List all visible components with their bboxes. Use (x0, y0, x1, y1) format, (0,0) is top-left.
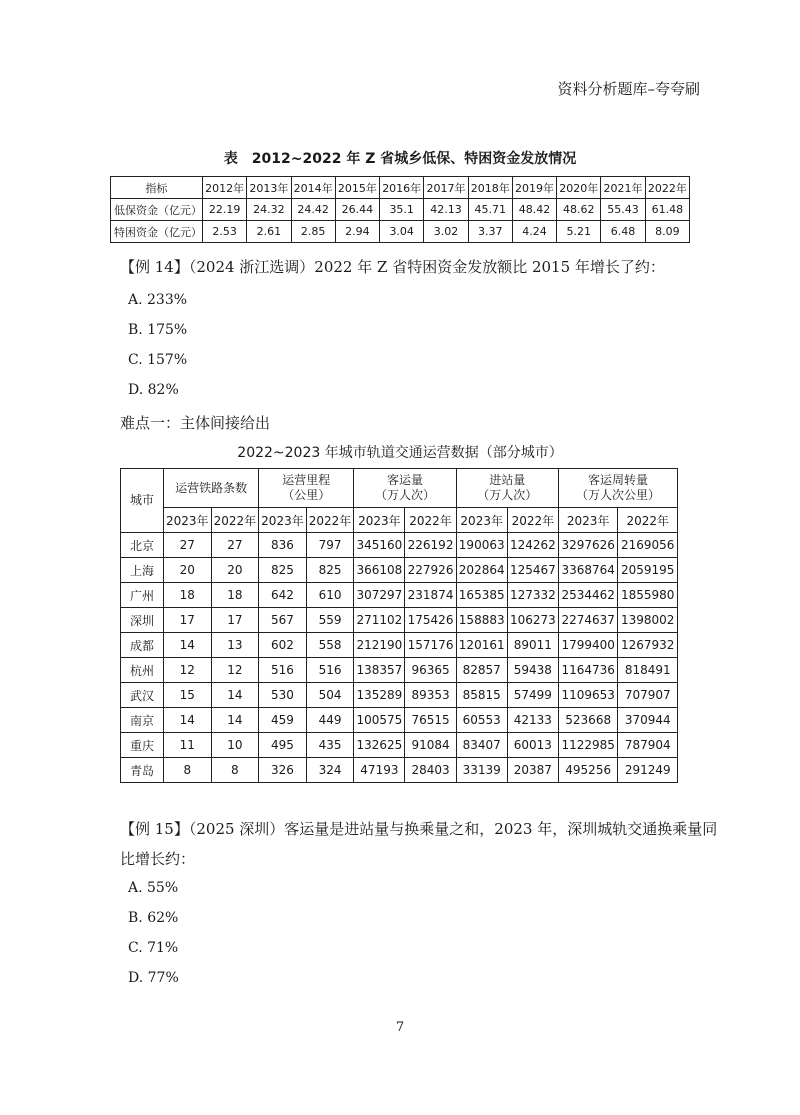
table2-cell: 202864 (456, 558, 507, 583)
table1-year-header: 2014年 (291, 177, 335, 199)
table2-cell: 449 (306, 708, 354, 733)
table1-cell: 2.94 (335, 221, 379, 243)
table2-cell: 523668 (558, 708, 618, 733)
table1-cell: 61.48 (645, 199, 689, 221)
table2-cell: 516 (306, 658, 354, 683)
table2-cell: 1398002 (618, 608, 678, 633)
table2-year-header: 2023年 (259, 508, 307, 533)
table2-cell: 345160 (354, 533, 405, 558)
q15-option-b: B. 62% (128, 910, 179, 926)
page-header: 资料分析题库–夸夸刷 (557, 80, 700, 98)
question-15-line1: 【例 15】（2025 深圳）客运量是进站量与换乘量之和，2023 年，深圳城轨交通换乘量同 (120, 820, 718, 838)
table2-cell: 27 (211, 533, 259, 558)
table2-cell: 100575 (354, 708, 405, 733)
table1-cell: 3.37 (468, 221, 512, 243)
table2-cell: 33139 (456, 758, 507, 783)
table2-cell: 175426 (405, 608, 456, 633)
table1-year-header: 2019年 (512, 177, 556, 199)
table2-cell: 60013 (507, 733, 558, 758)
table2-cell: 15 (164, 683, 212, 708)
table2-cell: 504 (306, 683, 354, 708)
table2-cell: 2059195 (618, 558, 678, 583)
table2-group-label: 运营里程 (282, 473, 331, 487)
table2-city: 成都 (121, 633, 164, 658)
table1-year-header: 2018年 (468, 177, 512, 199)
table2-row (121, 658, 678, 683)
table2-cell: 14 (164, 633, 212, 658)
table2-cell: 602 (259, 633, 307, 658)
table2-cell: 1799400 (558, 633, 618, 658)
table2-cell: 14 (164, 708, 212, 733)
table1-row (111, 199, 690, 221)
table1-cell: 2.61 (247, 221, 291, 243)
table2-cell: 366108 (354, 558, 405, 583)
table2-cell: 42133 (507, 708, 558, 733)
table2-group-label: 客运周转量 (587, 473, 648, 487)
table2-cell: 324 (306, 758, 354, 783)
table2-year-header: 2022年 (618, 508, 678, 533)
table2-cell: 642 (259, 583, 307, 608)
table2-cell: 59438 (507, 658, 558, 683)
table2-cell: 138357 (354, 658, 405, 683)
table2-year-header: 2022年 (306, 508, 354, 533)
table1-title: 表 2012~2022 年 Z 省城乡低保、特困资金发放情况 (223, 151, 577, 167)
table1-year-header: 2013年 (247, 177, 291, 199)
table2-city: 广州 (121, 583, 164, 608)
table2-cell: 91084 (405, 733, 456, 758)
table2-year-header: 2023年 (558, 508, 618, 533)
table2-cell: 20387 (507, 758, 558, 783)
table1-row-label: 低保资金（亿元） (111, 199, 203, 221)
table2-cell: 818491 (618, 658, 678, 683)
table2-cell: 17 (211, 608, 259, 633)
table1-cell: 55.43 (601, 199, 645, 221)
table2-cell: 495 (259, 733, 307, 758)
table1-cell: 24.42 (291, 199, 335, 221)
table2-row (121, 608, 678, 633)
table2-cell: 12 (211, 658, 259, 683)
table2-cell: 125467 (507, 558, 558, 583)
table2-city: 深圳 (121, 608, 164, 633)
table2-cell: 132625 (354, 733, 405, 758)
table2-cell: 135289 (354, 683, 405, 708)
table2-cell: 459 (259, 708, 307, 733)
table2-cell: 157176 (405, 633, 456, 658)
table2-city: 上海 (121, 558, 164, 583)
table2-city: 北京 (121, 533, 164, 558)
table1-year-header: 2012年 (203, 177, 247, 199)
table2-cell: 89011 (507, 633, 558, 658)
table2-cell: 787904 (618, 733, 678, 758)
table2-row (121, 633, 678, 658)
page-number: 7 (395, 1020, 405, 1035)
table2-cell: 3368764 (558, 558, 618, 583)
table2-cell: 836 (259, 533, 307, 558)
table2-cell: 231874 (405, 583, 456, 608)
table2-cell: 83407 (456, 733, 507, 758)
table1-cell: 35.1 (380, 199, 424, 221)
table2-cell: 271102 (354, 608, 405, 633)
table2-cell: 516 (259, 658, 307, 683)
table2-row (121, 558, 678, 583)
table1-year-header: 2021年 (601, 177, 645, 199)
table2-group-unit: （万人次） (477, 488, 538, 502)
table2-group-header (558, 469, 677, 508)
table1-cell: 2.85 (291, 221, 335, 243)
table1-year-header: 2022年 (645, 177, 689, 199)
table2-cell: 85815 (456, 683, 507, 708)
table2-cell: 307297 (354, 583, 405, 608)
table2-cell: 96365 (405, 658, 456, 683)
table1-cell: 2.53 (203, 221, 247, 243)
table2-cell: 2534462 (558, 583, 618, 608)
table2-cell: 10 (211, 733, 259, 758)
table1-cell: 42.13 (424, 199, 468, 221)
table2-cell: 212190 (354, 633, 405, 658)
table1-cell: 48.42 (512, 199, 556, 221)
table2-cell: 120161 (456, 633, 507, 658)
table2-cell: 707907 (618, 683, 678, 708)
table2-cell: 13 (211, 633, 259, 658)
table2-cell: 17 (164, 608, 212, 633)
table2-cell: 2274637 (558, 608, 618, 633)
q14-option-c: C. 157% (128, 352, 188, 368)
table2-cell: 14 (211, 683, 259, 708)
table2-cell: 20 (211, 558, 259, 583)
table2-cell: 435 (306, 733, 354, 758)
table2-group-unit: （万人次） (374, 488, 435, 502)
table2-group-label: 进站量 (489, 473, 526, 487)
table2-header-city: 城市 (121, 469, 164, 533)
table2-cell: 226192 (405, 533, 456, 558)
q15-option-d: D. 77% (128, 970, 179, 986)
table2-cell: 57499 (507, 683, 558, 708)
table2-cell: 158883 (456, 608, 507, 633)
table2-group-header (456, 469, 558, 508)
table2-cell: 124262 (507, 533, 558, 558)
table2-row (121, 758, 678, 783)
table2-cell: 326 (259, 758, 307, 783)
table2-cell: 89353 (405, 683, 456, 708)
table2-row (121, 708, 678, 733)
table2-cell: 18 (211, 583, 259, 608)
q14-option-d: D. 82% (128, 382, 179, 398)
table2-cell: 28403 (405, 758, 456, 783)
table2-cell: 82857 (456, 658, 507, 683)
table1-year-header: 2015年 (335, 177, 379, 199)
difficulty-note: 难点一：主体间接给出 (120, 414, 271, 432)
table2-cell: 60553 (456, 708, 507, 733)
table2-city: 南京 (121, 708, 164, 733)
table2-cell: 8 (164, 758, 212, 783)
table2-year-header: 2023年 (456, 508, 507, 533)
table2-year-header: 2023年 (164, 508, 212, 533)
table2-city: 武汉 (121, 683, 164, 708)
table1-cell: 3.02 (424, 221, 468, 243)
table2-cell: 227926 (405, 558, 456, 583)
table2-cell: 370944 (618, 708, 678, 733)
table2-group-unit: （公里） (282, 488, 331, 502)
table2-year-header: 2022年 (405, 508, 456, 533)
table2-cell: 20 (164, 558, 212, 583)
table1-cell: 4.24 (512, 221, 556, 243)
table2-city: 杭州 (121, 658, 164, 683)
table2-year-header: 2022年 (211, 508, 259, 533)
question-14: 【例 14】（2024 浙江选调）2022 年 Z 省特困资金发放额比 2015 年增长了约： (120, 258, 665, 276)
table2-row (121, 533, 678, 558)
table2-cell: 610 (306, 583, 354, 608)
table2-year-header: 2023年 (354, 508, 405, 533)
q14-option-b: B. 175% (128, 322, 188, 338)
q15-option-a: A. 55% (128, 880, 179, 896)
q15-option-c: C. 71% (128, 940, 179, 956)
table2-row (121, 733, 678, 758)
table2-cell: 558 (306, 633, 354, 658)
table2-group-header (354, 469, 456, 508)
table1-cell: 26.44 (335, 199, 379, 221)
table2-row (121, 683, 678, 708)
table1-cell: 5.21 (557, 221, 601, 243)
table2-cell: 11 (164, 733, 212, 758)
table2-cell: 1164736 (558, 658, 618, 683)
table2-group-header (259, 469, 354, 508)
table2-cell: 797 (306, 533, 354, 558)
table1-header-indicator: 指标 (111, 177, 203, 199)
table2-cell: 2169056 (618, 533, 678, 558)
table2-cell: 127332 (507, 583, 558, 608)
table1-row (111, 221, 690, 243)
table2-year-header: 2022年 (507, 508, 558, 533)
table2-city: 青岛 (121, 758, 164, 783)
question-15-line2: 比增长约： (120, 850, 196, 868)
table2-cell: 530 (259, 683, 307, 708)
table2-row (121, 583, 678, 608)
table2-metro-operations (120, 468, 678, 783)
table2-cell: 3297626 (558, 533, 618, 558)
table2-cell: 106273 (507, 608, 558, 633)
table2-cell: 12 (164, 658, 212, 683)
q14-option-a: A. 233% (128, 292, 188, 308)
table1-cell: 3.04 (380, 221, 424, 243)
table1-cell: 24.32 (247, 199, 291, 221)
table1-year-header: 2020年 (557, 177, 601, 199)
table2-cell: 165385 (456, 583, 507, 608)
table2-cell: 8 (211, 758, 259, 783)
table2-cell: 825 (306, 558, 354, 583)
table2-cell: 18 (164, 583, 212, 608)
table2-cell: 47193 (354, 758, 405, 783)
table1-cell: 22.19 (203, 199, 247, 221)
table2-group-unit: （万人次公里） (575, 488, 660, 502)
table2-cell: 1122985 (558, 733, 618, 758)
table1-cell: 6.48 (601, 221, 645, 243)
table2-cell: 291249 (618, 758, 678, 783)
table1-cell: 48.62 (557, 199, 601, 221)
table2-cell: 495256 (558, 758, 618, 783)
table2-cell: 1267932 (618, 633, 678, 658)
table2-cell: 825 (259, 558, 307, 583)
table2-group-label: 运营铁路条数 (175, 480, 248, 495)
table2-cell: 27 (164, 533, 212, 558)
table2-cell: 14 (211, 708, 259, 733)
table2-cell: 76515 (405, 708, 456, 733)
table2-title: 2022~2023 年城市轨道交通运营数据（部分城市） (237, 445, 563, 461)
table1-year-header: 2017年 (424, 177, 468, 199)
table1-cell: 8.09 (645, 221, 689, 243)
table2-cell: 190063 (456, 533, 507, 558)
table2-cell: 559 (306, 608, 354, 633)
table2-city: 重庆 (121, 733, 164, 758)
table2-cell: 1855980 (618, 583, 678, 608)
table2-cell: 1109653 (558, 683, 618, 708)
table1-year-header: 2016年 (380, 177, 424, 199)
table1-cell: 45.71 (468, 199, 512, 221)
table1-low-income-subsidy (110, 176, 690, 243)
table1-row-label: 特困资金（亿元） (111, 221, 203, 243)
table2-cell: 567 (259, 608, 307, 633)
table2-group-header (164, 469, 259, 508)
table2-group-label: 客运量 (386, 473, 423, 487)
